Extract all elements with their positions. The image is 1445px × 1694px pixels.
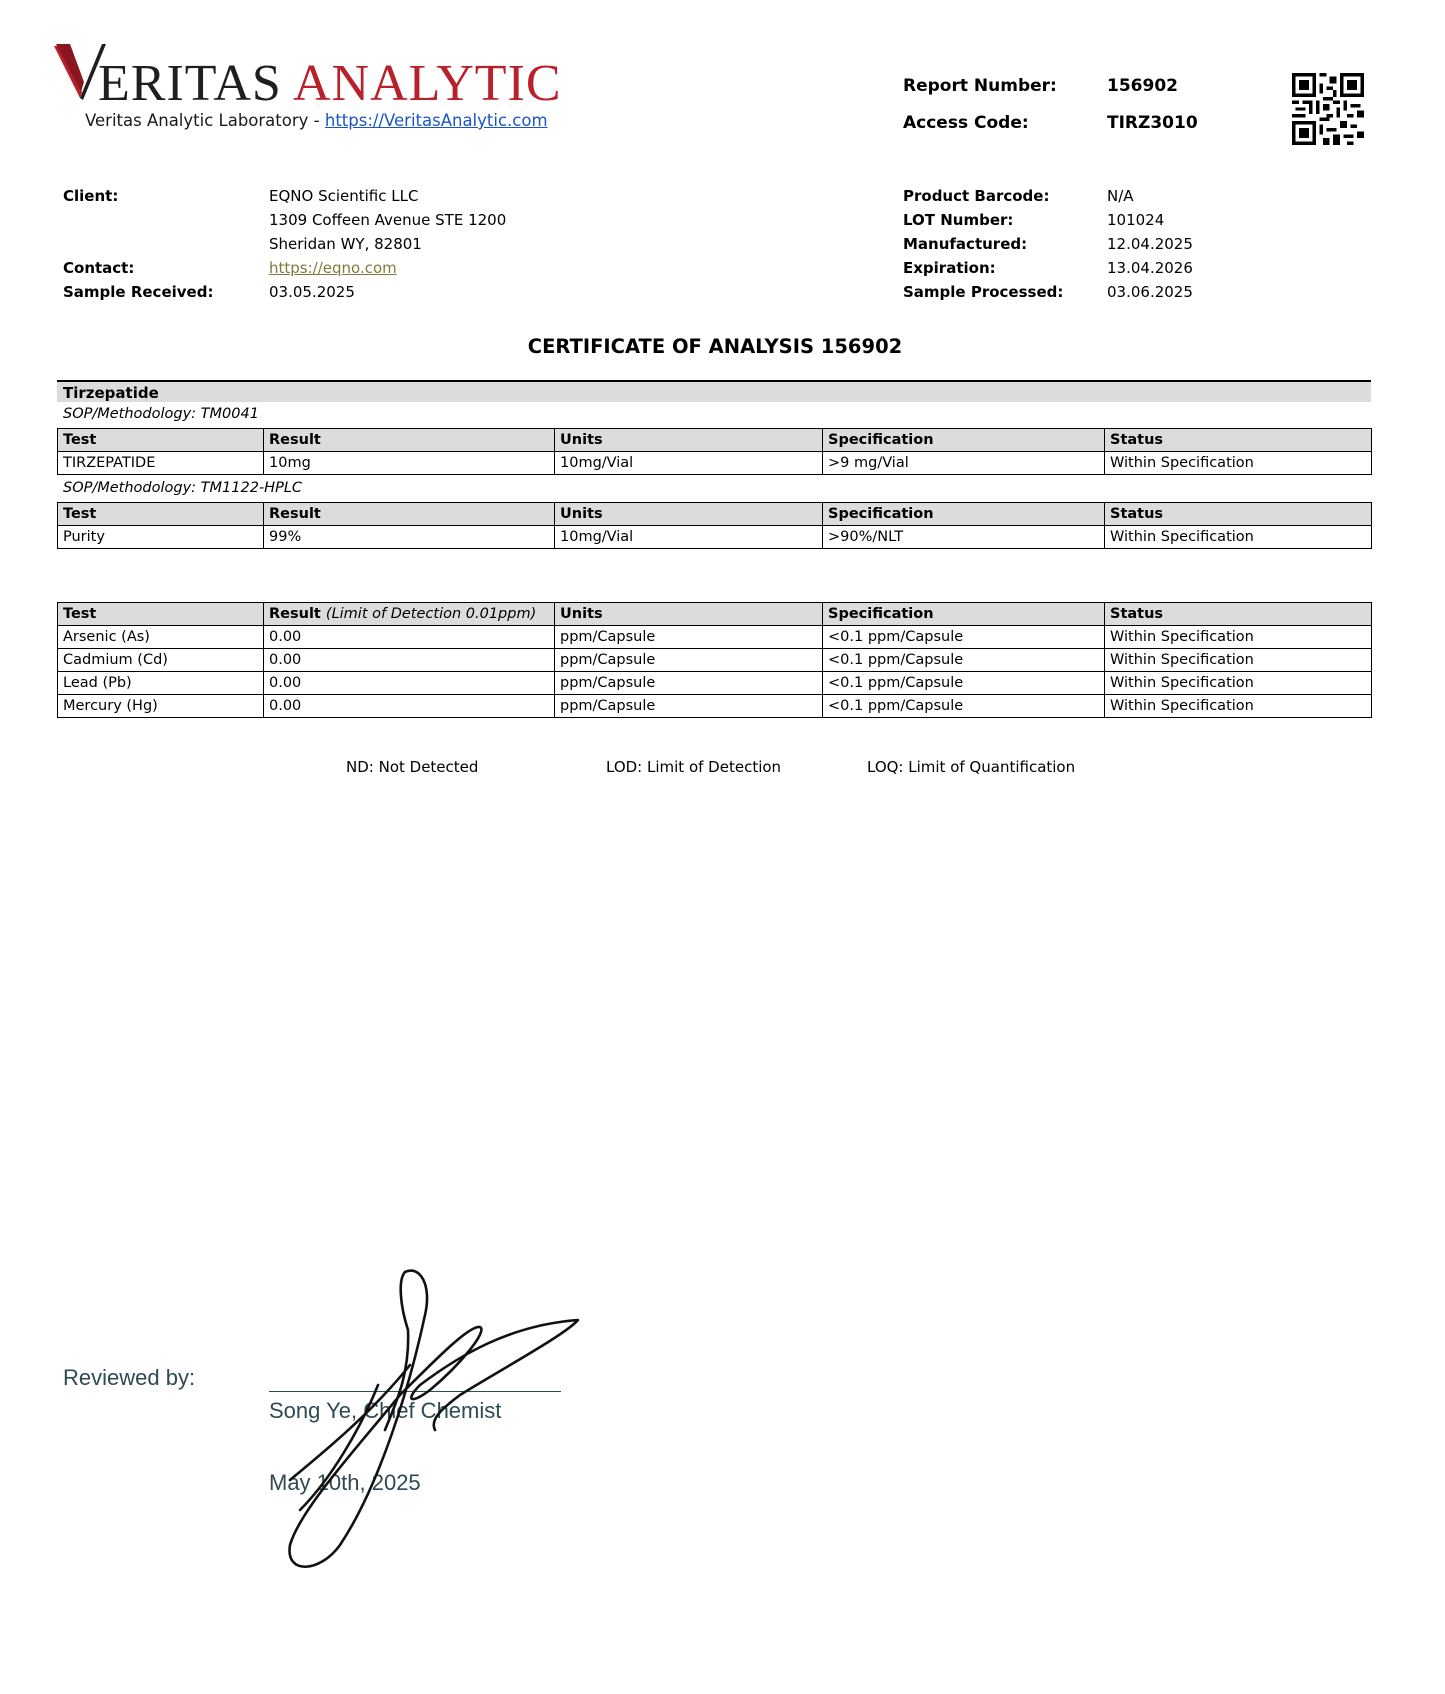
page-title: CERTIFICATE OF ANALYSIS 156902 bbox=[527, 335, 903, 358]
cell-units: ppm/Capsule bbox=[555, 672, 823, 695]
column-result: Result bbox=[264, 429, 555, 452]
column-test: Test bbox=[58, 603, 264, 626]
cell-test: Cadmium (Cd) bbox=[58, 649, 264, 672]
lot-number-value: 101024 bbox=[1107, 211, 1165, 229]
cell-specification: >90%/NLT bbox=[823, 526, 1105, 549]
cell-result: 0.00 bbox=[264, 649, 555, 672]
column-specification: Specification bbox=[823, 429, 1105, 452]
contact-value bbox=[269, 259, 397, 277]
column-units: Units bbox=[555, 603, 823, 626]
table-row bbox=[58, 452, 1372, 475]
table-row bbox=[58, 526, 1372, 549]
access-code-label: Access Code: bbox=[903, 113, 1029, 133]
cell-result: 0.00 bbox=[264, 695, 555, 718]
product-barcode-value: N/A bbox=[1107, 187, 1134, 205]
cell-result: 10mg bbox=[264, 452, 555, 475]
cell-result: 99% bbox=[264, 526, 555, 549]
column-specification: Specification bbox=[823, 503, 1105, 526]
cell-units: 10mg/Vial bbox=[555, 526, 823, 549]
cell-status: Within Specification bbox=[1105, 695, 1372, 718]
column-result-label: Result bbox=[269, 606, 321, 622]
sample-received-value: 03.05.2025 bbox=[269, 283, 355, 301]
cell-status: Within Specification bbox=[1105, 626, 1372, 649]
logo-word-red: ANALYTIC bbox=[292, 55, 562, 112]
sample-processed-label: Sample Processed: bbox=[903, 283, 1064, 301]
cell-specification: <0.1 ppm/Capsule bbox=[823, 672, 1105, 695]
cell-test: Mercury (Hg) bbox=[58, 695, 264, 718]
cell-units: 10mg/Vial bbox=[555, 452, 823, 475]
cell-status: Within Specification bbox=[1105, 526, 1372, 549]
column-test: Test bbox=[58, 429, 264, 452]
cell-specification: <0.1 ppm/Capsule bbox=[823, 695, 1105, 718]
table-row bbox=[58, 695, 1372, 718]
manufactured-value: 12.04.2025 bbox=[1107, 235, 1193, 253]
cell-result: 0.00 bbox=[264, 672, 555, 695]
table-row bbox=[58, 626, 1372, 649]
column-result bbox=[264, 603, 555, 626]
table-row bbox=[58, 649, 1372, 672]
contact-label: Contact: bbox=[63, 259, 135, 277]
client-name: EQNO Scientific LLC bbox=[269, 187, 419, 205]
cell-specification: <0.1 ppm/Capsule bbox=[823, 626, 1105, 649]
heavy-metals-table bbox=[57, 602, 1372, 718]
cell-units: ppm/Capsule bbox=[555, 649, 823, 672]
legend-lod: LOD: Limit of Detection bbox=[606, 758, 782, 776]
logo-wordmark bbox=[98, 55, 562, 112]
expiration-label: Expiration: bbox=[903, 259, 996, 277]
signature-icon bbox=[260, 1255, 600, 1579]
sample-processed-value: 03.06.2025 bbox=[1107, 283, 1193, 301]
access-code-value: TIRZ3010 bbox=[1107, 113, 1198, 133]
reviewed-by-label: Reviewed by: bbox=[63, 1365, 196, 1390]
column-status: Status bbox=[1105, 503, 1372, 526]
cell-test: Purity bbox=[58, 526, 264, 549]
cell-result: 0.00 bbox=[264, 626, 555, 649]
cell-units: ppm/Capsule bbox=[555, 695, 823, 718]
column-specification: Specification bbox=[823, 603, 1105, 626]
product-barcode-label: Product Barcode: bbox=[903, 187, 1050, 205]
sign-date: May 10th, 2025 bbox=[269, 1470, 421, 1495]
manufactured-label: Manufactured: bbox=[903, 235, 1028, 253]
sample-received-label: Sample Received: bbox=[63, 283, 214, 301]
cell-test: TIRZEPATIDE bbox=[58, 452, 264, 475]
contact-link[interactable]: https://eqno.com bbox=[269, 259, 397, 277]
client-label: Client: bbox=[63, 187, 119, 205]
column-units: Units bbox=[555, 429, 823, 452]
column-result: Result bbox=[264, 503, 555, 526]
cell-units: ppm/Capsule bbox=[555, 626, 823, 649]
legend-nd: ND: Not Detected bbox=[346, 758, 479, 776]
sop-methodology-1: SOP/Methodology: TM0041 bbox=[63, 406, 259, 422]
cell-status: Within Specification bbox=[1105, 672, 1372, 695]
tagline bbox=[85, 111, 548, 130]
column-units: Units bbox=[555, 503, 823, 526]
cell-specification: >9 mg/Vial bbox=[823, 452, 1105, 475]
purity-table bbox=[57, 502, 1372, 549]
cell-status: Within Specification bbox=[1105, 649, 1372, 672]
logo-word-dark: ERITAS bbox=[98, 55, 282, 112]
lod-note: (Limit of Detection 0.01ppm) bbox=[325, 606, 537, 622]
client-address-2: Sheridan WY, 82801 bbox=[269, 235, 422, 253]
table-header-row bbox=[58, 603, 1372, 626]
signer-name: Song Ye, Chief Chemist bbox=[269, 1398, 502, 1423]
column-status: Status bbox=[1105, 603, 1372, 626]
lot-number-label: LOT Number: bbox=[903, 211, 1014, 229]
table-row bbox=[58, 672, 1372, 695]
cell-status: Within Specification bbox=[1105, 452, 1372, 475]
report-number-value: 156902 bbox=[1107, 76, 1178, 96]
section-header: Tirzepatide bbox=[57, 380, 1371, 402]
sop-methodology-2: SOP/Methodology: TM1122-HPLC bbox=[63, 480, 303, 496]
qr-code-icon bbox=[1292, 73, 1364, 149]
column-test: Test bbox=[58, 503, 264, 526]
cell-test: Lead (Pb) bbox=[58, 672, 264, 695]
assay-table bbox=[57, 428, 1372, 475]
client-address-1: 1309 Coffeen Avenue STE 1200 bbox=[269, 211, 507, 229]
cell-test: Arsenic (As) bbox=[58, 626, 264, 649]
column-status: Status bbox=[1105, 429, 1372, 452]
report-number-label: Report Number: bbox=[903, 76, 1057, 96]
legend-loq: LOQ: Limit of Quantification bbox=[867, 758, 1076, 776]
table-header-row bbox=[58, 503, 1372, 526]
cell-specification: <0.1 ppm/Capsule bbox=[823, 649, 1105, 672]
tagline-text: Veritas Analytic Laboratory - bbox=[85, 111, 325, 130]
expiration-value: 13.04.2026 bbox=[1107, 259, 1193, 277]
table-header-row bbox=[58, 429, 1372, 452]
website-link[interactable]: https://VeritasAnalytic.com bbox=[324, 111, 548, 130]
